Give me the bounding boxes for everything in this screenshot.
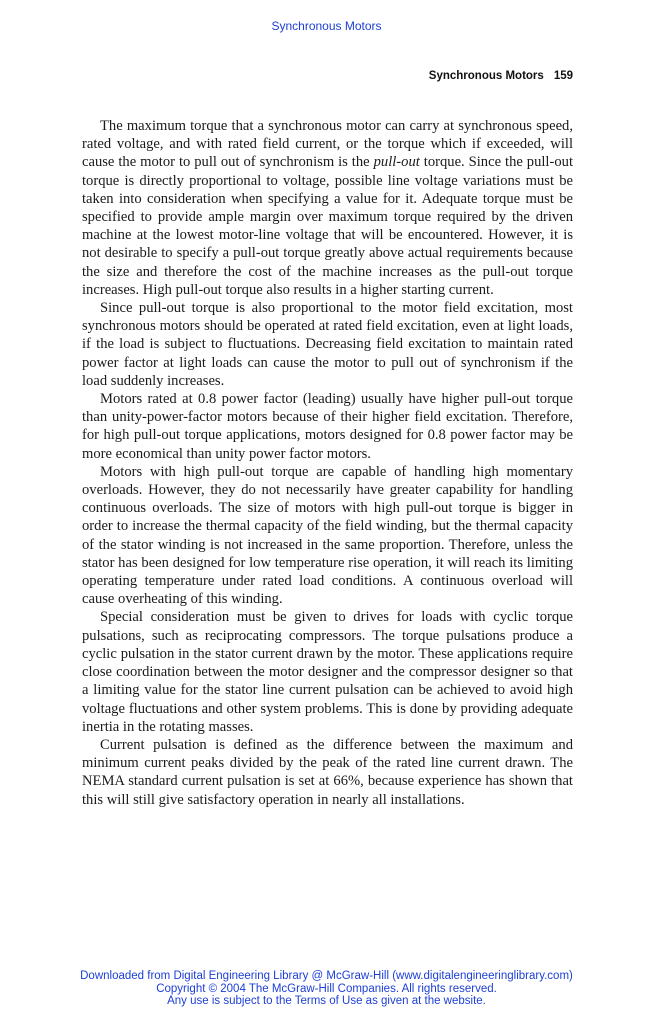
running-title: Synchronous Motors xyxy=(428,70,544,82)
footer-terms-of-use[interactable]: Any use is subject to the Terms of Use as given at the website. xyxy=(167,995,486,1008)
paragraph-torque-pulsations: Special consideration must be given to drives for loads with cyclic torque pulsations, such as reciprocating compressors. The torque pulsations produce a cyclic pulsation in the stator current drawn by the motor. These applications require close coordination between the motor designer and the compressor designer so that a limiting value for the stator line current pulsation can be achieved to avoid high voltage fluctuations and other system problems. This is done by providing adequate inertia in the rotating masses. xyxy=(82,609,573,735)
paragraph-field-excitation: Since pull-out torque is also proportional to the motor field excitation, most synchronous motors should be operated at rated field excitation, even at light loads, if the load is subject to fluctuations. Decreasing field excitation to maintain rated power factor at light loads can cause the motor to pull out of synchronism if the load suddenly increases. xyxy=(82,300,573,389)
paragraph-current-pulsation: Current pulsation is defined as the difference between the maximum and minimum current peaks divided by the peak of the rated line current drawn. The NEMA standard current pulsation is set at 66%, because experience has shown that this will still give satisfactory operation in nearly all installations. xyxy=(82,736,573,808)
paragraph-power-factor: Motors rated at 0.8 power factor (leading) usually have higher pull-out torque than unity-power-factor motors because of their higher field excitation. Therefore, for high pull-out torque applications, motors designed for 0.8 power factor may be more economical than unity power factor motors. xyxy=(82,391,573,462)
paragraph-1-start: The maximum torque that a synchronous motor can carry at synchronous speed, rated voltage, and with rated field current, or the torque which if exceeded, will cause the motor to pull out of synchronism is the xyxy=(82,118,573,171)
running-header xyxy=(82,70,573,82)
footer-download-link[interactable]: Downloaded from Digital Engineering Library @ McGraw-Hill (www.digitalengineeringlibrary.com) xyxy=(80,970,573,982)
pull-out-term: pull-out xyxy=(373,154,420,171)
top-chapter-link[interactable]: Synchronous Motors xyxy=(271,19,382,33)
footer xyxy=(0,970,653,1008)
paragraph-pull-out-torque xyxy=(82,117,573,299)
page-number: 159 xyxy=(553,70,573,82)
paragraph-1-end: torque. Since the pull-out torque is directly proportional to voltage, possible line voltage variations must be taken into consideration when specifying a value for it. Adequate torque must be specified to provide ample margin over maximum torque required by the driven machine at the lowest motor-line voltage that will be encountered. However, it is not desirable to specify a pull-out torque greatly above actual requirements because the size and therefore the cost of the machine increases as the pull-out torque increases. High pull-out torque also results in a higher starting current. xyxy=(82,154,573,298)
footer-copyright[interactable]: Copyright © 2004 The McGraw-Hill Companies. All rights reserved. xyxy=(156,982,497,995)
paragraph-overloads: Motors with high pull-out torque are capable of handling high momentary overloads. However, they do not necessarily have greater capability for handling continuous overloads. The size of motors with high pull-out torque is bigger in order to increase the thermal capacity of the field winding, but the thermal capacity of the stator winding is not increased in the same proportion. Therefore, unless the stator has been designed for low temperature rise operation, it will reach its limiting operating temperature under rated load conditions. A continuous overload will cause overheating of this winding. xyxy=(82,463,573,608)
body-text xyxy=(82,117,573,809)
